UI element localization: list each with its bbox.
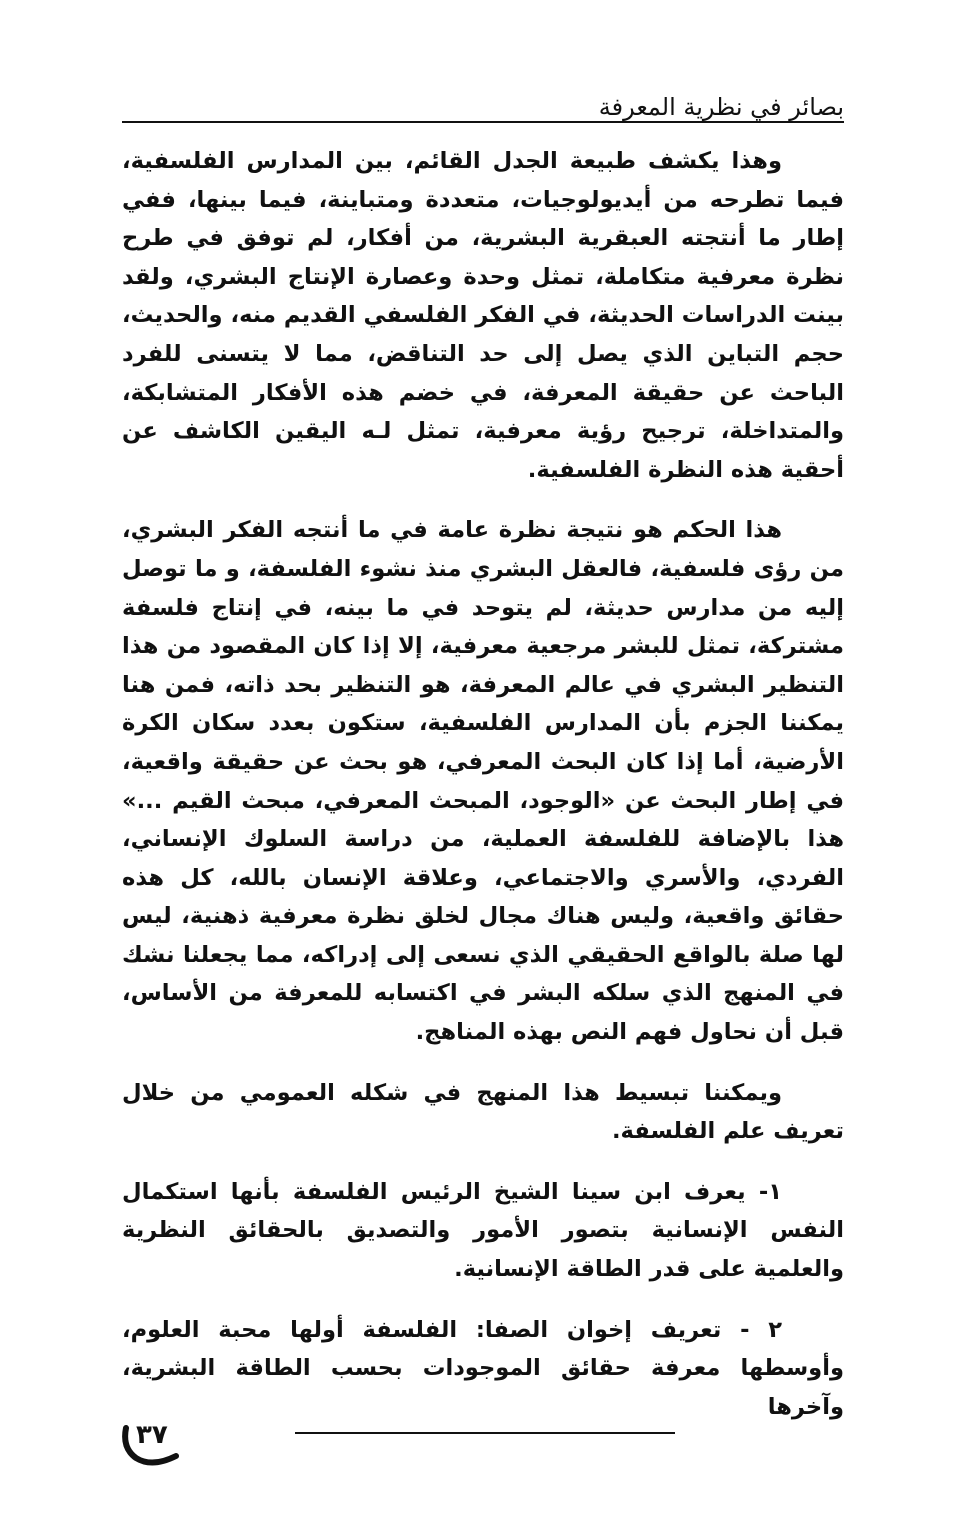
running-header (122, 92, 844, 126)
page-number-badge (118, 1418, 182, 1474)
footer-rule (295, 1432, 675, 1434)
paragraph: وهذا يكشف طبيعة الجدل القائم، بين المدارس الفلسفية، فيما تطرحه من أيديولوجيات، متعددة ومتباينة، فيما بينها، ففي إطار ما أنتجته العبقرية البشرية، من أفكار، لم توفق في طرح نظرة معرفية متكاملة، تمثل وحدة وعصارة الإنتاج البشري، ولقد بينت الدراسات الحديثة، في الفكر الفلسفي القديم منه، والحديث، حجم التباين الذي يصل إلى حد التناقض، مما لا يتسنى للفرد الباحث عن حقيقة المعرفة، في خضم هذه الأفكار المتشابكة، والمتداخلة، ترجيح رؤية معرفية، تمثل لـه اليقين الكاشف عن أحقية هذه النظرة الفلسفية. (122, 148, 844, 483)
paragraph: ويمكننا تبسيط هذا المنهج في شكله العمومي من خلال تعريف علم الفلسفة. (122, 1079, 844, 1145)
header-rule (122, 121, 844, 123)
paragraph: ١- يعرف ابن سينا الشيخ الرئيس الفلسفة بأنها استكمال النفس الإنسانية بتصور الأمور والتصديق بالحقائق النظرية والعلمية على قدر الطاقة الإنسانية. (122, 1178, 844, 1283)
page-number: ٣٧ (136, 1420, 168, 1450)
body-text (122, 142, 844, 1448)
running-header-title: بصائر في نظرية المعرفة (598, 93, 844, 121)
paragraph: ٢ - تعريف إخوان الصفا: الفلسفة أولها محبة العلوم، وأوسطها معرفة حقائق الموجودات بحسب الطاقة البشرية، وآخرها (122, 1316, 844, 1420)
paragraph: هذا الحكم هو نتيجة نظرة عامة في ما أنتجه الفكر البشري، من رؤى فلسفية، فالعقل البشري منذ نشوء الفلسفة، و ما توصل إليه من مدارس حديثة، لم يتوحد في ما بينه، في إنتاج فلسفة مشتركة، تمثل للبشر مرجعية معرفية، إلا إذا كان المقصود من هذا التنظير البشري في عالم المعرفة، هو التنظير بحد ذاته، فمن هنا يمكننا الجزم بأن المدارس الفلسفية، ستكون بعدد سكان الكرة الأرضية، أما إذا كان البحث المعرفي، هو بحث عن حقيقة واقعية، في إطار البحث عن «الوجود، المبحث المعرفي، مبحث القيم ...» هذا بالإضافة للفلسفة العملية، من دراسة السلوك الإنساني، الفردي، والأسري والاجتماعي، وعلاقة الإنسان بالله، كل هذه حقائق واقعية، وليس هناك مجال لخلق نظرة معرفية ذهنية، ليس لها صلة بالواقع الحقيقي الذي نسعى إلى إدراكه، مما يجعلنا نشك في المنهج الذي سلكه البشر في اكتسابه للمعرفة من الأساس، قبل أن نحاول فهم النص بهذه المناهج. (122, 517, 844, 1046)
